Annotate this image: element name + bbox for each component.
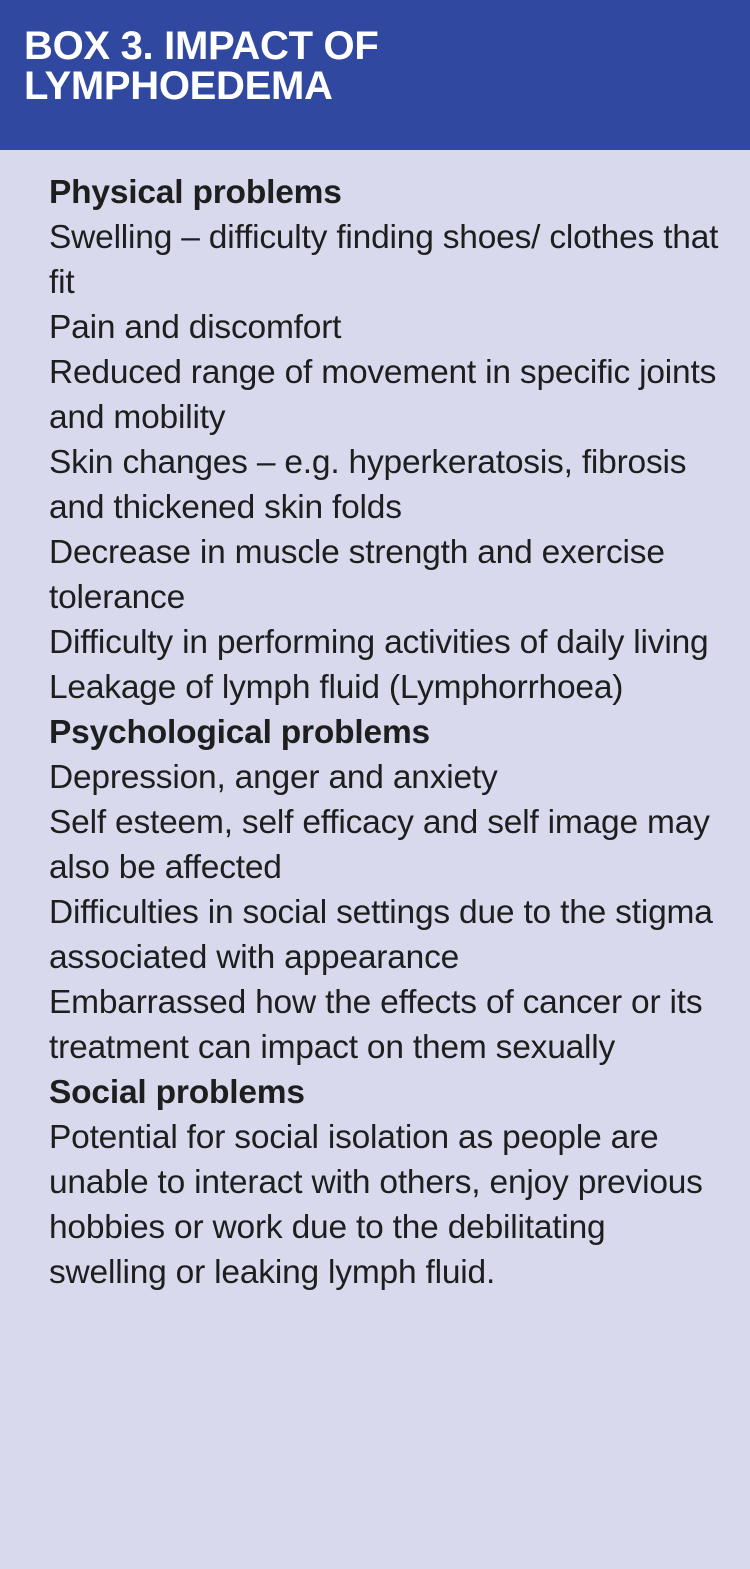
- list-item: Embarrassed how the effects of cancer or its treatment can impact on them sexually: [49, 984, 703, 1066]
- section-physical-problems: [49, 170, 730, 710]
- box-title: BOX 3. IMPACT OF LYMPHOEDEMA: [24, 24, 379, 108]
- list-item: Reduced range of movement in specific joints and mobility: [49, 354, 717, 436]
- list-item: Self esteem, self efficacy and self image may also be affected: [49, 804, 710, 886]
- list-item: Pain and discomfort: [49, 309, 342, 346]
- list-item: Swelling – difficulty finding shoes/ clothes that fit: [49, 219, 719, 301]
- section-heading: Physical problems: [49, 174, 342, 211]
- box-body: [0, 150, 750, 1295]
- list-item: Skin changes – e.g. hyperkeratosis, fibrosis and thickened skin folds: [49, 444, 687, 526]
- section-social-problems: [49, 1070, 730, 1295]
- list-item: Decrease in muscle strength and exercise tolerance: [49, 534, 665, 616]
- section-psychological-problems: [49, 710, 730, 1070]
- list-item: Difficulty in performing activities of daily living: [49, 624, 709, 661]
- section-heading: Social problems: [49, 1074, 305, 1111]
- list-item: Depression, anger and anxiety: [49, 759, 498, 796]
- list-item: Leakage of lymph fluid (Lymphorrhoea): [49, 669, 624, 706]
- list-item: Difficulties in social settings due to the stigma associated with appearance: [49, 894, 713, 976]
- list-item: Potential for social isolation as people are unable to interact with others, enjoy previous hobbies or work due to the debilitating swelling or leaking lymph fluid.: [49, 1119, 703, 1291]
- section-heading: Psychological problems: [49, 714, 430, 751]
- box-header: [0, 0, 750, 150]
